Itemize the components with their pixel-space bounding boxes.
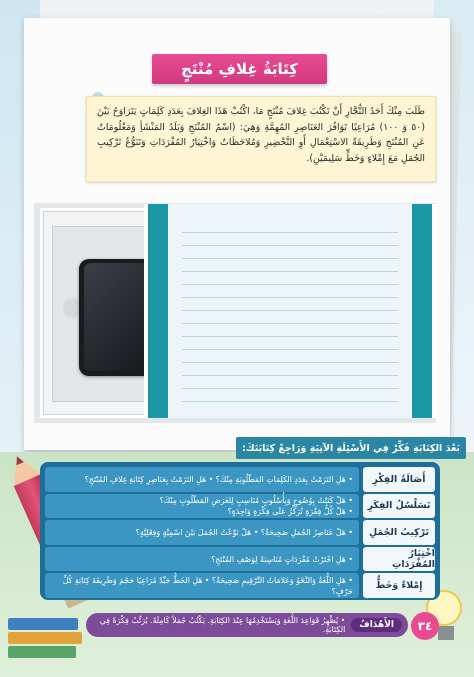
goals-bar	[86, 613, 408, 637]
criteria-questions	[45, 573, 359, 598]
writing-area[interactable]	[148, 204, 432, 418]
prompt-note: طَلَبَ مِنْكَ أَحَدُ التُّجَّارِ أَنْ تَكْتُبَ غِلافَ مُنْتَجٍ مَا، اكْتُبْ هَذَا الغِلافَ بِعَدَدِ كَلِمَاتٍ يَتَرَاوَحُ بَيْنَ (٥٠ وَ ١٠٠) مُرَاعِيًا تَوَافُرَ العَنَاصِرِ المُهِمَّةِ وَهِيَ: (اسْمُ المُنْتَجِ وَبَلَدُ المَنْشَأِ وَمَعْلُومَاتٌ عَنِ المُنْتَجِ وَطَرِيقَةُ الاسْتِعْمَالِ أَوِ التَّحْضِيرِ وَمُلاحَظَاتٌ وَاخْتِيَارُ المُفْرَدَاتِ وَتَنَوُّعُ تَرْكِيبِ الجُمَلِ مَعَ إِمْلاءٍ وَخَطٍّ سَلِيمَيْنِ).	[86, 96, 436, 182]
goals-text: • يُظْهِرُ قَوَاعِدَ اللُّغَةِ وَيَسْتَخْدِمُهَا عِنْدَ الكِتَابَةِ. يَكْتُبُ جُمَلاً كَامِلَةً. يُرَتِّبُ فِكْرَةً فِي الكِتَابَةِ.	[99, 616, 346, 634]
criteria-question: • هَلِ التَزَمْتُ بِعَدَدِ الكَلِمَاتِ المَطْلُوبَةِ مِنْكَ؟ • هَلِ التَزَمْتُ بِعَنَاصِرِ كِتَابَةِ غِلافِ المُنْتَجِ؟	[84, 474, 353, 484]
review-instruction: بَعْدَ الكِتَابَةِ فَكِّرْ فِي الأَسْئِلَةِ الآتِيَةِ وَرَاجِعْ كِتَابَتَكَ:	[236, 437, 466, 459]
criteria-label: إِمْلاءٌ وَخَطٌّ	[363, 573, 435, 598]
criteria-questions	[45, 494, 359, 519]
criteria-label: اخْتِيَارُ المُفْرَدَاتِ	[363, 547, 435, 572]
sheet-stripe-right	[432, 204, 436, 418]
criteria-row	[45, 520, 435, 545]
criteria-questions	[45, 520, 359, 545]
criteria-question: • هَلْ كَتَبْتُ بِوُضُوحٍ وَبِأُسْلُوبٍ مُنَاسِبٍ لِلغَرَضِ المَطْلُوبِ مِنْكَ؟	[159, 495, 353, 505]
review-criteria-table	[40, 462, 440, 600]
criteria-questions	[45, 547, 359, 572]
page-number: ٣٤	[411, 612, 439, 640]
books-icon	[8, 618, 84, 668]
criteria-question: • هَلِ اللُّغَةُ وَالنَّحْوُ وَعَلامَاتُ التَّرْقِيمِ صَحِيحَةٌ؟ • هَلِ الخَطُّ جَيِّدٌ مُرَاعِيًا حَجْمَ وَطَرِيقَةَ كِتَابَةِ كُلِّ حَرْفٍ؟	[62, 575, 353, 596]
criteria-label: تَسَلْسُلُ الفِكَرِ	[363, 494, 435, 519]
criteria-question: • هَلْ كُلُّ فِقْرَةٍ تُرَكِّزُ عَلَى فِكْرَةٍ وَاحِدَةٍ؟	[227, 506, 353, 516]
criteria-row	[45, 573, 435, 598]
criteria-questions	[45, 467, 359, 492]
criteria-question: • هَلِ اخْتَرْتُ مُفْرَدَاتٍ مُنَاسِبَةً لِوَصْفِ المُنْتَجِ؟	[211, 554, 353, 564]
lesson-title: كِتَابَةُ غِلافِ مُنْتَجٍ	[152, 54, 327, 84]
criteria-row	[45, 494, 435, 519]
goals-tag: الأَهْدَافُ	[351, 618, 402, 632]
sheet-stripe-left	[144, 204, 148, 418]
ruled-lines	[182, 220, 398, 402]
criteria-row	[45, 467, 435, 492]
criteria-label: تَرْكِيبُ الجُمَلِ	[363, 520, 435, 545]
criteria-question: • هَلْ عَنَاصِرُ الجُمَلِ صَحِيحَةٌ؟ • هَلْ نَوَّعْتُ الجُمَلَ بَيْنَ اسْمِيَّةٍ وَفِعْلِيَّةٍ؟	[135, 527, 353, 537]
criteria-label: أَصَالَةُ الفِكْرِ	[363, 467, 435, 492]
criteria-row	[45, 547, 435, 572]
